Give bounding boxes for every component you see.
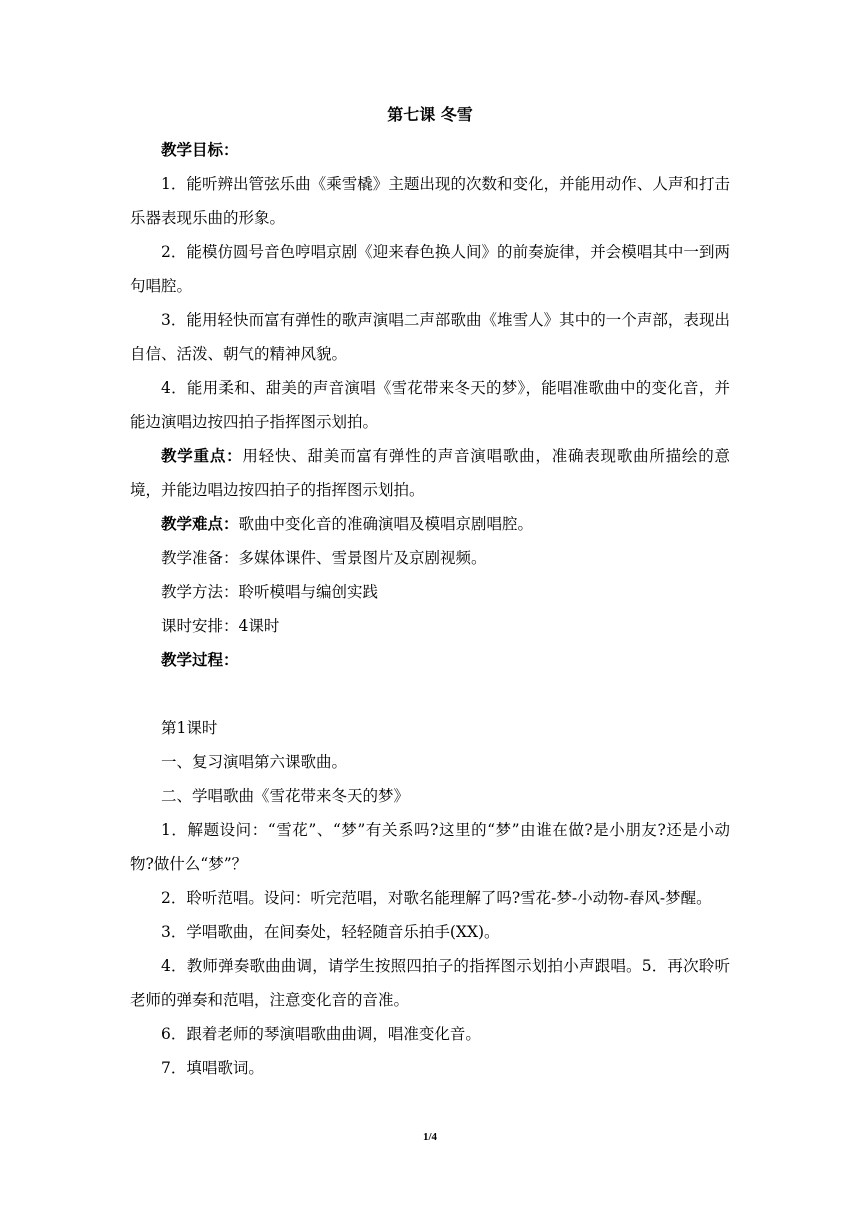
difficulties-paragraph (130, 507, 730, 541)
difficulties-text: 歌曲中变化音的准确演唱及模唱京剧唱腔。 (238, 515, 534, 533)
page-number: 1/4 (422, 1131, 438, 1143)
lesson-step: 7．填唱歌词。 (161, 1059, 264, 1077)
blank-line (130, 677, 730, 711)
objective-item: 2．能模仿圆号音色哼唱京剧《迎来春色换人间》的前奏旋律，并会模唱其中一到两句唱腔。 (130, 243, 730, 295)
lesson-step: 二、学唱歌曲《雪花带来冬天的梦》 (161, 787, 410, 805)
objective-item: 3．能用轻快而富有弹性的歌声演唱二声部歌曲《堆雪人》其中的一个声部，表现出自信、活泼、朝气的精神风貌。 (130, 311, 730, 363)
objective-item: 1．能听辨出管弦乐曲《乘雪橇》主题出现的次数和变化，并能用动作、人声和打击乐器表现乐曲的形象。 (130, 175, 730, 227)
preparation-line: 教学准备：多媒体课件、雪景图片及京剧视频。 (161, 549, 487, 567)
difficulties-label: 教学难点： (161, 514, 239, 533)
document-body (130, 133, 730, 1085)
schedule-line: 课时安排：4课时 (161, 617, 280, 635)
objectives-heading: 教学目标： (161, 140, 239, 159)
key-points-paragraph (130, 439, 730, 507)
lesson-heading: 第1课时 (161, 719, 218, 737)
lesson-step: 一、复习演唱第六课歌曲。 (161, 753, 348, 771)
key-points-text: 用轻快、甜美而富有弹性的声音演唱歌曲，准确表现歌曲所描绘的意境，并能边唱边按四拍子的指挥图示划拍。 (130, 447, 730, 499)
method-line: 教学方法：聆听模唱与编创实践 (161, 583, 379, 601)
lesson-step: 6．跟着老师的琴演唱歌曲曲调，唱准变化音。 (161, 1025, 481, 1043)
page-title: 第七课 冬雪 (387, 105, 473, 124)
process-heading: 教学过程： (161, 650, 239, 669)
objective-item: 4．能用柔和、甜美的声音演唱《雪花带来冬天的梦》，能唱准歌曲中的变化音，并能边演唱边按四拍子指挥图示划拍。 (130, 379, 730, 431)
lesson-step: 1．解题设问：“雪花”、“梦”有关系吗?这里的“梦”由谁在做?是小朋友?还是小动物?做什么“梦”？ (130, 821, 730, 873)
key-points-label: 教学重点： (161, 446, 243, 465)
lesson-step: 3．学唱歌曲，在间奏处，轻轻随音乐拍手(XX)。 (161, 923, 500, 941)
lesson-step: 4．教师弹奏歌曲曲调，请学生按照四拍子的指挥图示划拍小声跟唱。5．再次聆听老师的弹奏和范唱，注意变化音的音准。 (130, 957, 730, 1009)
lesson-step: 2．聆听范唱。设问：听完范唱，对歌名能理解了吗?雪花-梦-小动物-春风-梦醒。 (161, 889, 712, 907)
